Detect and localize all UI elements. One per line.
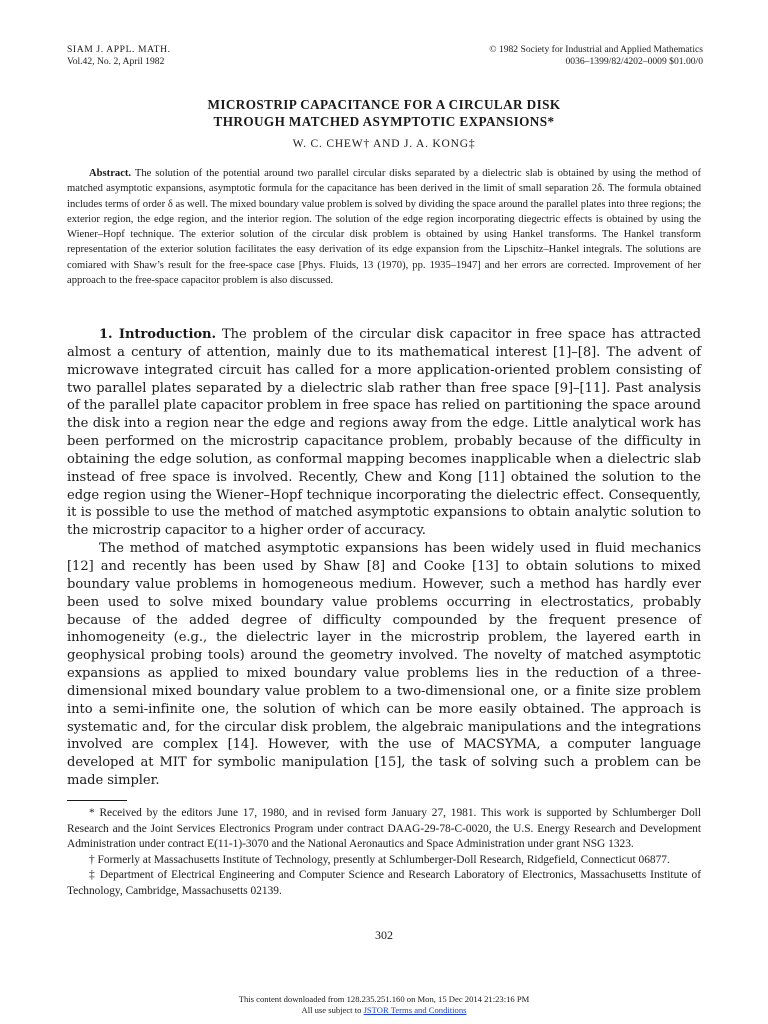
journal-name: SIAM J. APPL. MATH. [67, 44, 171, 55]
article-code: 0036–1399/82/4202–0009 $01.00/0 [565, 56, 703, 67]
jstor-terms-link[interactable]: JSTOR Terms and Conditions [363, 1004, 467, 1015]
abstract-text: The solution of the potential around two parallel circular disks separated by a dielectric slab is obtained by using the method of matched asymptotic expansions, asymptotic formula for the capacitance has been derived in the limit of small separation 2δ. The formula obtained includes terms of order δ as well. The mixed boundary value problem is solved by dividing the space around the parallel plates into three regions; the exterior region, the edge region, and the interior region. The solution of the edge region incorporating diegectric effects is obtained by using the Wiener–Hopf technique. The exterior solution of the circular disk problem is obtained by using Hankel transforms. The Hankel transform representation of the exterior solution facilitates the easy derivation of its edge expansion from the Lipschitz–Hankel integrals. The solutions are comiared with Shaw’s result for the free-space case [Phys. Fluids, 13 (1970), pp. 1935–1947] and her errors are corrected. Improvement of her approach to the free-space capacitor problem is also discussed. [67, 168, 701, 287]
section-heading: 1. Introduction. [99, 327, 217, 342]
copyright-line: © 1982 Society for Industrial and Applied Mathematics [489, 44, 703, 55]
title-line-1: MICROSTRIP CAPACITANCE FOR A CIRCULAR DISK [207, 97, 561, 112]
footnote-received: * Received by the editors June 17, 1980, and in revised form January 27, 1981. This work is supported by Schlumberger Doll Research and the Joint Services Electronics Program under contract DAAG-29-78-C-0020, the U.S. Energy Research and Development Administration under contract E(11-1)-3070 and the National Aeronautics and Space Administration under grant NSG 1323. [67, 807, 701, 850]
abstract-label: Abstract. [89, 168, 132, 179]
footnote-kong: ‡ Department of Electrical Engineering and Computer Science and Research Laboratory of Electronics, Massachusetts Institute of Technology, Cambridge, Massachusetts 02139. [67, 869, 701, 897]
download-notice [0, 994, 768, 1015]
journal-header [67, 44, 171, 68]
footnotes [67, 806, 701, 899]
abstract [67, 166, 701, 288]
paragraph-1-text: The problem of the circular disk capacitor in free space has attracted almost a century of attention, mainly due to its mathematical interest [1]–[8]. The advent of microwave integrated circuit has called for a more application-oriented problem consisting of two parallel plates separated by a dielectric slab rather than free space [9]–[11]. Past analysis of the parallel plate capacitor problem in free space has relied on partitioning the space around the disk into a region near the edge and regions away from the edge. Little analytical work has been performed on the microstrip capacitance problem, probably because of the difficulty in obtaining the edge solution, as conformal mapping becomes inapplicable when a dielectric slab instead of free space is involved. Recently, Chew and Kong [11] obtained the solution to the edge region using the Wiener–Hopf technique incorporating the dielectric effect. Consequently, it is possible to use the method of matched asymptotic expansions to obtain analytic solution to the microstrip capacitor to a higher order of accuracy. [67, 327, 701, 539]
terms-prefix: All use subject to [301, 1004, 362, 1015]
paragraph-1 [67, 326, 701, 540]
paper-title [0, 96, 768, 130]
copyright-header [489, 44, 703, 68]
introduction-section [67, 326, 701, 790]
paragraph-2: The method of matched asymptotic expansions has been widely used in fluid mechanics [12] and recently has been used by Shaw [8] and Cooke [13] to obtain solutions to mixed boundary value problems in homogeneous medium. However, such a method has hardly ever been used to solve mixed boundary value problems occurring in electrostatics, probably because of the added degree of difficulty compounded by the frequent presence of inhomogeneity (e.g., the dielectric layer in the microstrip problem, the layered earth in geophysical probing tools) around the geometry involved. The novelty of matched asymptotic expansions as applied to mixed boundary value problems lies in the reduction of a three-dimensional mixed boundary value problem to a two-dimensional one, or a finite size problem into a semi-infinite one, the solution of which can be more easily obtained. The approach is systematic and, for the circular disk problem, the algebraic manipulations and the integrations involved are complex [14]. However, with the use of MACSYMA, a computer language developed at MIT for symbolic manipulation [15], the task of solving such a problem can be made simpler. [67, 541, 701, 789]
download-line: This content downloaded from 128.235.251.160 on Mon, 15 Dec 2014 21:23:16 PM [238, 994, 530, 1004]
page-number: 302 [375, 928, 393, 942]
authors: W. C. CHEW† AND J. A. KONG‡ [292, 138, 476, 150]
journal-volume: Vol.42, No. 2, April 1982 [67, 56, 165, 67]
footnote-divider [67, 800, 127, 801]
terms-line [0, 1005, 768, 1016]
footnote-chew: † Formerly at Massachusetts Institute of Technology, presently at Schlumberger-Doll Research, Ridgefield, Connecticut 06877. [89, 853, 670, 866]
title-line-2: THROUGH MATCHED ASYMPTOTIC EXPANSIONS* [213, 114, 555, 129]
